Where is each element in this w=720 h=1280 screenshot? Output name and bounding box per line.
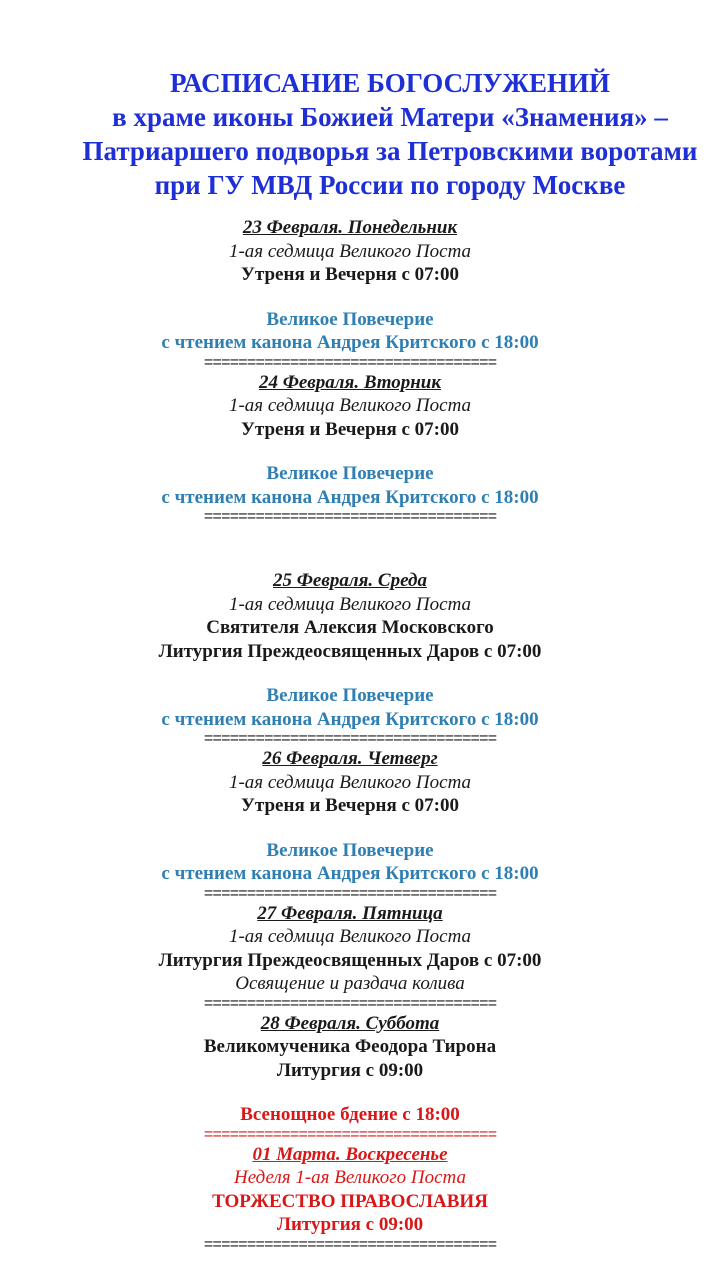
day-block (0, 902, 700, 1012)
day-date: 26 Февраля. Четверг (262, 748, 438, 769)
day-service: Литургия Преждеосвященных Даров с 07:00 (158, 949, 542, 971)
day-service: Литургия с 09:00 (276, 1214, 424, 1235)
day-block (0, 747, 700, 902)
day-saint: Великомученика Феодора Тирона (203, 1036, 497, 1057)
separator: ================================== (203, 731, 497, 747)
day-week: Неделя 1-ая Великого Поста (233, 1167, 467, 1188)
day-date: 24 Февраля. Вторник (258, 371, 442, 393)
day-date: 23 Февраля. Понедельник (242, 217, 458, 238)
day-note: Освящение и раздача колива (235, 973, 465, 994)
day-service: Утреня и Вечерня с 07:00 (240, 418, 460, 440)
day-saint: Святителя Алексия Московского (206, 617, 494, 638)
separator: ================================== (203, 509, 497, 525)
feast-title: ТОРЖЕСТВО ПРАВОСЛАВИЯ (212, 1190, 488, 1212)
day-date: 25 Февраля. Среда (273, 570, 427, 591)
day-week: 1-ая седмица Великого Поста (228, 593, 472, 615)
evening-service-title: Великое Повечерие (266, 685, 434, 706)
day-service: Литургия Преждеосвященных Даров с 07:00 (158, 640, 542, 662)
vigil-service: Всенощное бдение с 18:00 (240, 1104, 460, 1125)
day-date: 01 Марта. Воскресенье (252, 1143, 448, 1165)
evening-service-detail: с чтением канона Андрея Критского с 18:00 (161, 708, 539, 730)
separator: ================================== (203, 1236, 497, 1253)
title-line-4: при ГУ МВД России по городу Москве (154, 170, 626, 200)
separator: ================================== (203, 885, 497, 902)
evening-service-detail: с чтением канона Андрея Критского с 18:00 (161, 486, 539, 508)
day-block (0, 371, 700, 526)
day-block (0, 569, 700, 747)
title-line-2: в храме иконы Божией Матери «Знамения» – (112, 102, 668, 132)
title-line-1: РАСПИСАНИЕ БОГОСЛУЖЕНИЙ (169, 68, 611, 98)
day-date: 27 Февраля. Пятница (257, 902, 443, 924)
schedule-body (0, 216, 700, 1253)
day-date: 28 Февраля. Суббота (260, 1012, 440, 1034)
evening-service-detail: с чтением канона Андрея Критского с 18:00 (161, 332, 539, 353)
evening-service-title: Великое Повечерие (266, 463, 434, 484)
separator: ================================== (203, 354, 497, 371)
day-week: 1-ая седмица Великого Поста (228, 771, 472, 793)
day-week: 1-ая седмица Великого Поста (228, 926, 472, 947)
day-service: Литургия с 09:00 (276, 1059, 424, 1081)
evening-service-title: Великое Повечерие (266, 839, 434, 861)
evening-service-title: Великое Повечерие (266, 308, 434, 330)
day-block (0, 1012, 700, 1143)
day-service: Утреня и Вечерня с 07:00 (240, 264, 460, 285)
day-block (0, 1143, 700, 1253)
day-week: 1-ая седмица Великого Поста (228, 240, 472, 262)
day-week: 1-ая седмица Великого Поста (228, 395, 472, 416)
title-line-3: Патриаршего подворья за Петровскими воротами (82, 136, 698, 166)
day-block (0, 216, 700, 371)
separator: ================================== (203, 995, 497, 1012)
separator: ================================== (203, 1126, 497, 1143)
day-service: Утреня и Вечерня с 07:00 (240, 795, 460, 816)
schedule-title (40, 66, 720, 202)
evening-service-detail: с чтением канона Андрея Критского с 18:00 (161, 863, 539, 884)
